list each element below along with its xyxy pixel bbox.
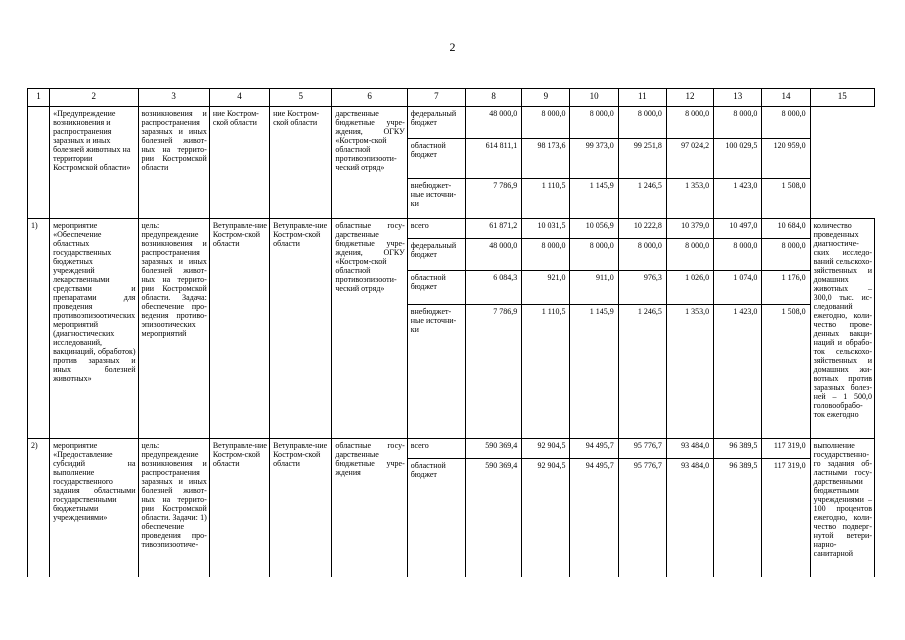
value-cell: 10 497,0 — [714, 219, 762, 239]
value-cell: 7 786,9 — [466, 179, 522, 219]
value-cell: 96 389,5 — [714, 439, 762, 459]
value-cell: 94 495,7 — [570, 439, 618, 459]
source-cell: всего — [407, 219, 465, 239]
value-cell: 8 000,0 — [666, 107, 713, 139]
header-cell: 3 — [138, 89, 209, 107]
value-cell: 93 484,0 — [666, 439, 713, 459]
value-cell: 92 904,5 — [522, 439, 570, 459]
value-cell: 92 904,5 — [522, 459, 570, 577]
value-cell: 8 000,0 — [618, 239, 666, 271]
responsible-cell: Ветуправле-ние Костром-ской области — [209, 439, 269, 577]
value-cell: 10 379,0 — [666, 219, 713, 239]
header-cell: 15 — [810, 89, 874, 107]
value-cell: 8 000,0 — [522, 239, 570, 271]
value-cell: 97 024,2 — [666, 139, 713, 179]
value-cell: 590 369,4 — [466, 459, 522, 577]
value-cell: 48 000,0 — [466, 107, 522, 139]
value-cell: 1 508,0 — [762, 179, 810, 219]
source-cell: федеральный бюджет — [407, 107, 465, 139]
header-cell: 11 — [618, 89, 666, 107]
participants-cell: дарственные бюджетные учре-ждения, ОГКУ «Костром-ской областной противоэпизооти-ческий отряд» — [332, 107, 407, 219]
value-cell: 8 000,0 — [714, 107, 762, 139]
value-cell: 590 369,4 — [466, 439, 522, 459]
measure-name-cell: мероприятие «Обеспечение областных государственных бюджетных учреждений лекарственными средствами и препаратами для проведения противоэпизоотических мероприятий (диагностических исследований, вакцинаций, обработок) против заразных и иных болезней животных» — [50, 219, 138, 439]
indicator-cell: количество проведенных диагностиче-ских исследо-ваний сельскохо-зяйственных и домашних животных – 300,0 тыс. ис-следований ежегодно, коли-чество прове-денных вакци-наций и обрабо-ток сельскохо-зяйственных и домашних жи-вотных против заразных болез-ней – 1 500,0 головообрабо-ток ежегодно — [810, 219, 874, 439]
value-cell: 614 811,1 — [466, 139, 522, 179]
value-cell: 100 029,5 — [714, 139, 762, 179]
responsible-cell: Ветуправле-ние Костром-ской области — [209, 219, 269, 439]
participants-cell: областные госу-дарственные бюджетные учре-ждения — [332, 439, 407, 577]
value-cell: 7 786,9 — [466, 305, 522, 439]
header-row — [28, 89, 875, 107]
value-cell: 1 110,5 — [522, 305, 570, 439]
value-cell: 120 959,0 — [762, 139, 810, 179]
value-cell: 8 000,0 — [666, 239, 713, 271]
value-cell: 8 000,0 — [570, 239, 618, 271]
value-cell: 1 423,0 — [714, 305, 762, 439]
goal-cell: цель: предупреждение возникновения и распространения заразных и иных болезней живот-ных на террито-рии Костромской области. Задачи: 1) обеспечение проведения про-тивоэпизоотиче- — [138, 439, 209, 577]
value-cell: 10 222,8 — [618, 219, 666, 239]
page-number: 2 — [449, 40, 456, 54]
row-number-cell: 1) — [28, 219, 50, 439]
value-cell: 976,3 — [618, 271, 666, 305]
header-cell: 13 — [714, 89, 762, 107]
budget-table — [27, 88, 875, 577]
table-row — [28, 439, 875, 459]
responsible-cell: ние Костром-ской области — [209, 107, 269, 219]
source-cell: внебюджет-ные источни-ки — [407, 179, 465, 219]
value-cell: 8 000,0 — [762, 239, 810, 271]
header-cell: 6 — [332, 89, 407, 107]
row-number-cell: 2) — [28, 439, 50, 577]
goal-cell: возникновения и распространения заразных и иных болезней живот-ных на террито-рии Костромской области — [138, 107, 209, 219]
value-cell: 98 173,6 — [522, 139, 570, 179]
value-cell: 1 026,0 — [666, 271, 713, 305]
value-cell: 1 074,0 — [714, 271, 762, 305]
value-cell: 1 246,5 — [618, 305, 666, 439]
value-cell: 1 145,9 — [570, 305, 618, 439]
header-cell: 5 — [270, 89, 332, 107]
table-row — [28, 219, 875, 239]
value-cell: 1 423,0 — [714, 179, 762, 219]
coexecutor-cell: Ветуправле-ние Костром-ской области — [270, 439, 332, 577]
value-cell: 1 508,0 — [762, 305, 810, 439]
indicator-cell: выполнение государственно-го задания об-ластными госу-дарственными бюджетными учреждениями – 100 процентов ежегодно, коли-чество подверг-нутой ветери-нарно-санитарной — [810, 439, 874, 577]
header-cell: 8 — [466, 89, 522, 107]
table-row — [28, 107, 875, 139]
header-cell: 12 — [666, 89, 713, 107]
header-cell: 9 — [522, 89, 570, 107]
value-cell: 95 776,7 — [618, 439, 666, 459]
value-cell: 10 684,0 — [762, 219, 810, 239]
coexecutor-cell: Ветуправле-ние Костром-ской области — [270, 219, 332, 439]
goal-cell: цель: предупреждение возникновения и распространения заразных и иных болезней живот-ных на террито-рии Костромской области. Задача: обеспечение про-ведения противо-эпизоотических мероприятий — [138, 219, 209, 439]
source-cell: областной бюджет — [407, 459, 465, 577]
value-cell: 921,0 — [522, 271, 570, 305]
value-cell: 6 084,3 — [466, 271, 522, 305]
coexecutor-cell: ние Костром-ской области — [270, 107, 332, 219]
value-cell: 911,0 — [570, 271, 618, 305]
value-cell: 10 056,9 — [570, 219, 618, 239]
value-cell: 99 373,0 — [570, 139, 618, 179]
value-cell: 8 000,0 — [618, 107, 666, 139]
source-cell: федеральный бюджет — [407, 239, 465, 271]
header-cell: 7 — [407, 89, 465, 107]
value-cell: 1 353,0 — [666, 305, 713, 439]
value-cell: 8 000,0 — [714, 239, 762, 271]
header-cell: 2 — [50, 89, 138, 107]
value-cell: 1 246,5 — [618, 179, 666, 219]
value-cell: 61 871,2 — [466, 219, 522, 239]
value-cell: 93 484,0 — [666, 459, 713, 577]
value-cell: 1 353,0 — [666, 179, 713, 219]
value-cell: 117 319,0 — [762, 459, 810, 577]
value-cell: 96 389,5 — [714, 459, 762, 577]
value-cell: 94 495,7 — [570, 459, 618, 577]
value-cell: 1 176,0 — [762, 271, 810, 305]
row-number-cell — [28, 107, 50, 219]
source-cell: всего — [407, 439, 465, 459]
value-cell: 99 251,8 — [618, 139, 666, 179]
source-cell: внебюджет-ные источни-ки — [407, 305, 465, 439]
value-cell: 8 000,0 — [522, 107, 570, 139]
header-cell: 14 — [762, 89, 810, 107]
value-cell: 117 319,0 — [762, 439, 810, 459]
source-cell: областной бюджет — [407, 139, 465, 179]
measure-name-cell: мероприятие «Предоставление субсидий на выполнение государственного задания областными государственными бюджетными учреждениями» — [50, 439, 138, 577]
source-cell: областной бюджет — [407, 271, 465, 305]
value-cell: 48 000,0 — [466, 239, 522, 271]
value-cell: 1 145,9 — [570, 179, 618, 219]
header-cell: 10 — [570, 89, 618, 107]
value-cell: 95 776,7 — [618, 459, 666, 577]
value-cell: 1 110,5 — [522, 179, 570, 219]
participants-cell: областные госу-дарственные бюджетные учре-ждения, ОГКУ «Костром-ской областной противоэпизооти-ческий отряд» — [332, 219, 407, 439]
program-name-cell: «Предупреждение возникновения и распространения заразных и иных болезней животных на территории Костромской области» — [50, 107, 138, 219]
header-cell: 4 — [209, 89, 269, 107]
value-cell: 8 000,0 — [762, 107, 810, 139]
indicator-cell — [810, 107, 874, 219]
value-cell: 10 031,5 — [522, 219, 570, 239]
header-cell: 1 — [28, 89, 50, 107]
value-cell: 8 000,0 — [570, 107, 618, 139]
